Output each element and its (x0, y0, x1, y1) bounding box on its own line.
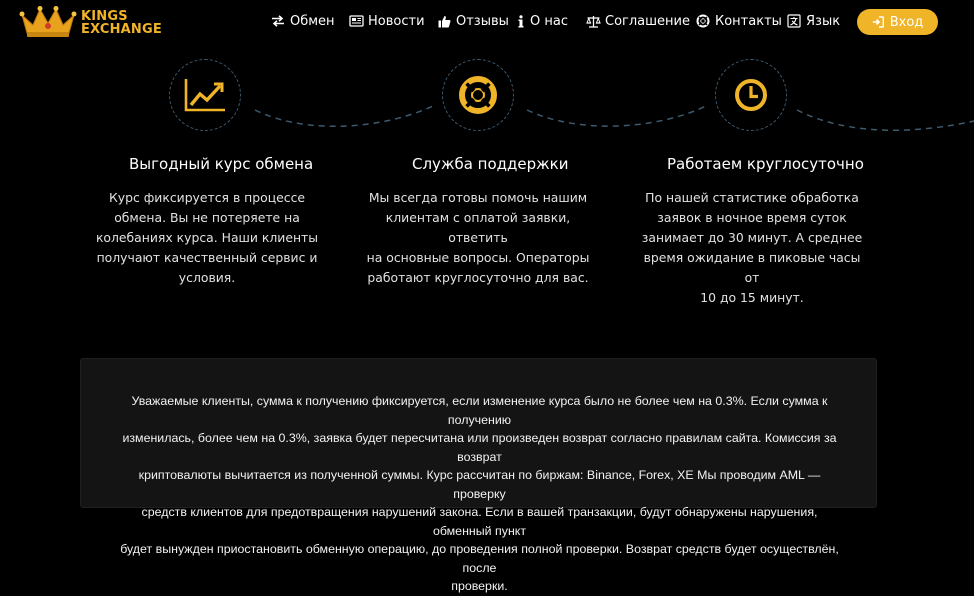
logo-line-1: KINGS (81, 9, 128, 24)
nav-item-reviews[interactable] (436, 13, 509, 29)
feature-text-line: 10 до 15 минут. (700, 290, 804, 305)
features-section (0, 44, 974, 304)
notice-line: криптовалюты вычитается из полученной суммы. Курс рассчитан по биржам: Binance, Forex, XE Мы проводим AML — проверку (138, 468, 821, 501)
nav-label: Язык (806, 13, 841, 29)
feature-text-line: колебаниях курса. Наши клиенты (95, 230, 319, 245)
notice-line: средств клиентов для предотвращения нарушений закона. Если в вашей транзакции, будут обнаружены нарушения, обменный пункт (141, 505, 818, 538)
feature-text-line: работают круглосуточно для вас. (367, 270, 589, 285)
notice-panel (80, 358, 877, 593)
nav-item-agreement[interactable] (585, 13, 690, 29)
feature-text-line: условия. (178, 270, 236, 285)
feature-text-line: По нашей статистике обработка (645, 190, 859, 205)
crown-icon (18, 5, 78, 39)
nav-label: Отзывы (456, 13, 509, 29)
notice-line: Уважаемые клиенты, сумма к получению фиксируется, если изменение курса было не более чем на 0.3%. Если сумма к получению (131, 394, 828, 427)
feature-title: Выгодный курс обмена (129, 155, 314, 173)
login-button[interactable] (857, 9, 938, 35)
nav-item-contacts[interactable] (695, 13, 782, 29)
nav-label: Соглашение (605, 13, 690, 29)
nav-label: Контакты (715, 13, 782, 29)
feature-text (95, 188, 319, 288)
feature-text-line: обмена. Вы не потеряете на (114, 210, 300, 225)
thumbs-up-icon (436, 13, 452, 29)
feature-text-line: заявок в ночное время суток (657, 210, 847, 225)
info-icon (516, 13, 526, 29)
feature-text-line: Курс фиксируется в процессе (108, 190, 306, 205)
nav-item-exchange[interactable] (270, 13, 335, 29)
feature-icon-wrapper (442, 59, 514, 131)
feature-title: Работаем круглосуточно (667, 155, 864, 173)
nav-label: Обмен (290, 13, 335, 29)
feature-text-line: получают качественный сервис и (96, 250, 318, 265)
scales-icon (585, 13, 601, 29)
logo[interactable] (18, 3, 163, 41)
notice-line: проверки. (451, 579, 508, 593)
clock-icon (733, 77, 769, 113)
chart-growth-icon (184, 78, 226, 112)
header (0, 0, 974, 44)
nav-item-news[interactable] (348, 13, 425, 29)
logo-text (81, 10, 162, 36)
nav-label: Новости (368, 13, 425, 29)
language-icon (786, 13, 802, 29)
feature-icon-wrapper (715, 59, 787, 131)
notice-line: будет вынужден приостановить обменную операцию, до проведения полной проверки. Возврат средств будет осуществлён, после (120, 542, 839, 575)
feature-title: Служба поддержки (412, 155, 569, 173)
feature-text (355, 188, 601, 288)
newspaper-icon (348, 13, 364, 29)
lifebuoy-icon (695, 13, 711, 29)
login-label: Вход (889, 14, 924, 30)
sign-in-icon (872, 16, 884, 28)
nav-label: О нас (530, 13, 568, 29)
nav-item-language[interactable] (786, 13, 840, 29)
feature-text-line: на основные вопросы. Операторы (366, 250, 590, 265)
feature-text-line: время ожидание в пиковые часы от (643, 250, 861, 285)
nav-item-about[interactable] (516, 13, 568, 29)
feature-text (638, 188, 866, 308)
notice-line: изменилась, более чем на 0.3%, заявка будет пересчитана или произведен возврат согласно правилам сайта. Комиссия за возврат (122, 431, 837, 464)
notice-text (119, 392, 840, 596)
logo-line-2: EXCHANGE (81, 22, 162, 37)
exchange-arrows-icon (270, 13, 286, 29)
lifebuoy-icon (458, 75, 498, 115)
feature-icon-wrapper (169, 59, 241, 131)
feature-text-line: клиентам с оплатой заявки, ответить (385, 210, 571, 245)
feature-text-line: занимает до 30 минут. А среднее (641, 230, 863, 245)
feature-text-line: Мы всегда готовы помочь нашим (368, 190, 588, 205)
